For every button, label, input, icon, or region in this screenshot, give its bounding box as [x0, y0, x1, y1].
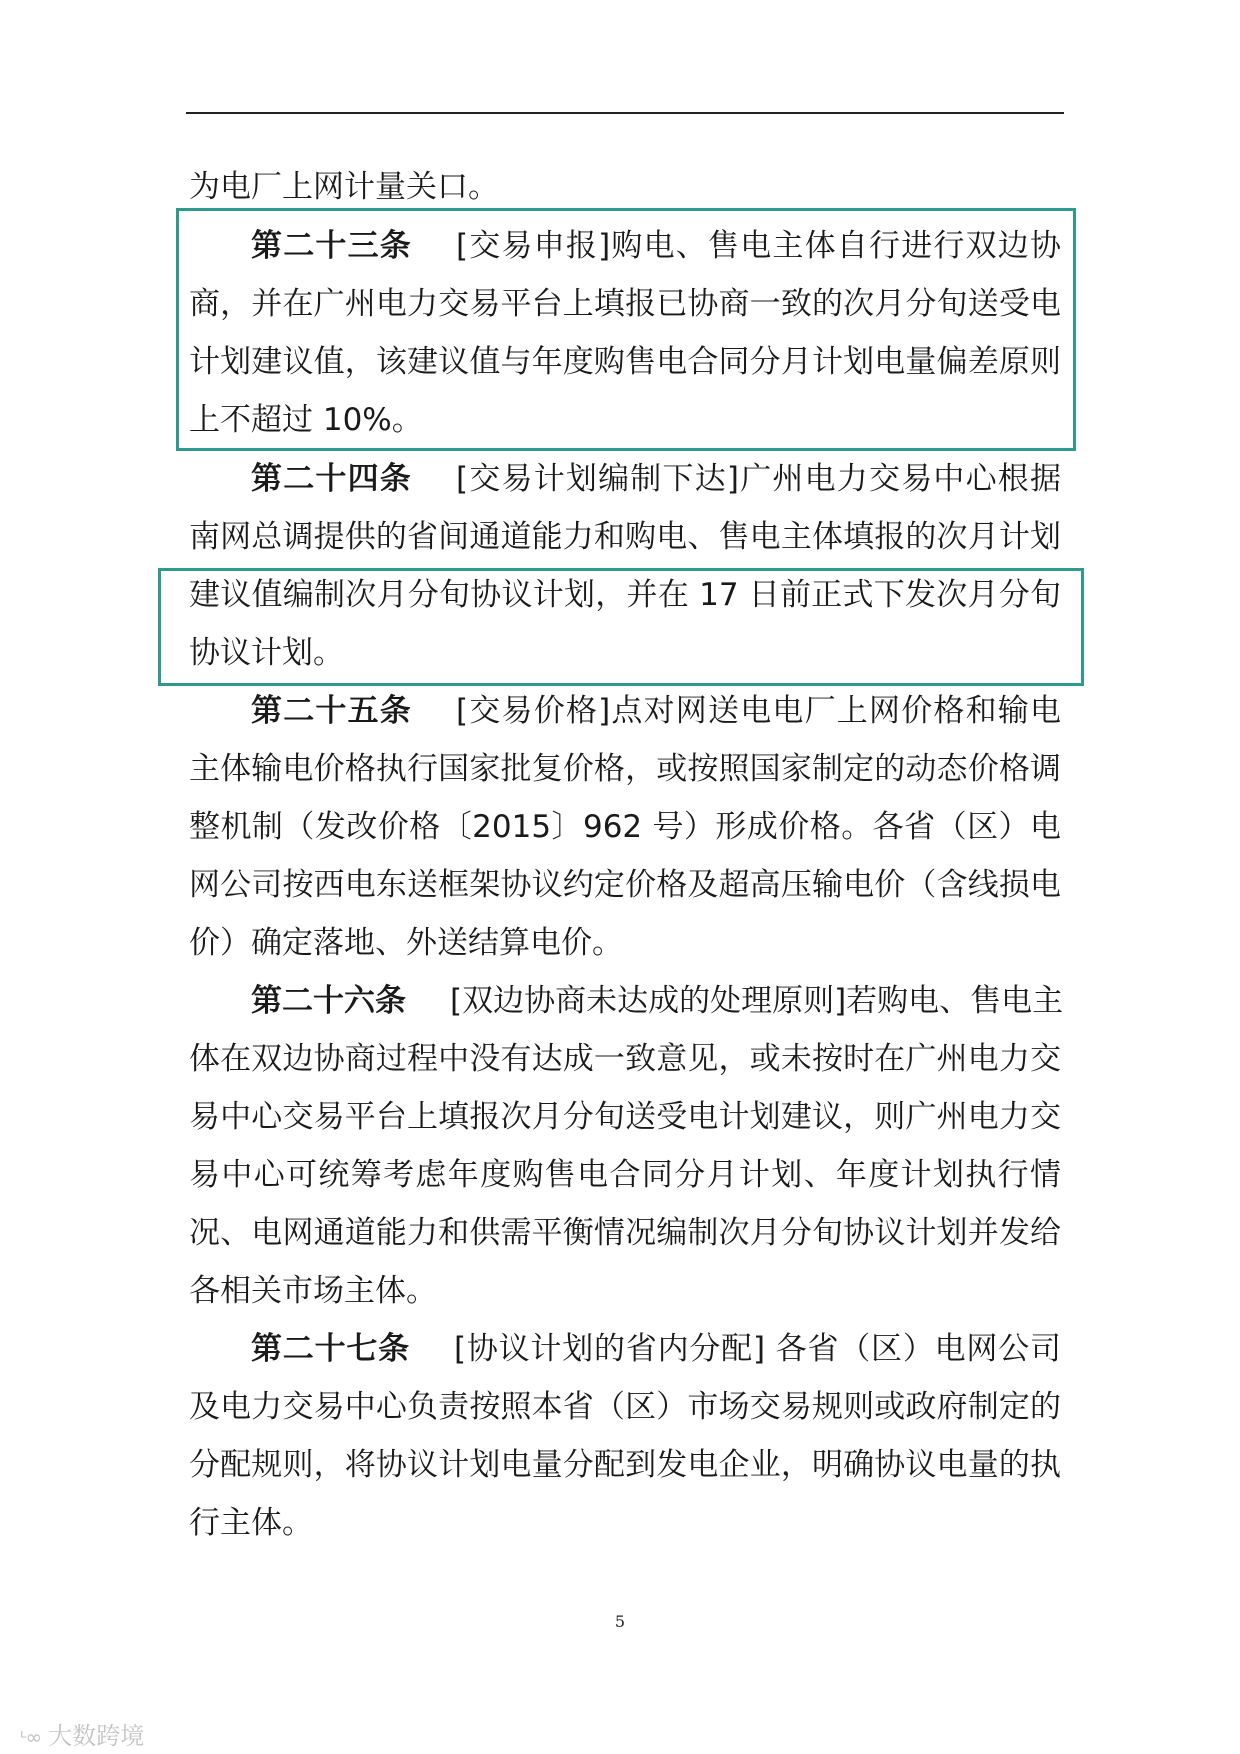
text-line: 易中心可统筹考虑年度购售电合同分月计划、年度计划执行情 — [189, 1157, 1061, 1193]
highlight-box-article-23 — [176, 208, 1076, 451]
text-line: 行主体。 — [189, 1505, 313, 1541]
text-line: 及电力交易中心负责按照本省（区）市场交易规则或政府制定的 — [189, 1389, 1061, 1425]
text-line: 整机制（发改价格〔2015〕962 号）形成价格。各省（区）电 — [189, 809, 1061, 845]
article-25-first-line: 第二十五条 [交易价格]点对网送电电厂上网价格和输电 — [251, 693, 1062, 729]
text-line: 商，并在广州电力交易平台上填报已协商一致的次月分旬送受电 — [189, 286, 1061, 322]
text-line: 上不超过 10%。 — [189, 402, 423, 438]
page-number: 5 — [614, 1612, 626, 1631]
text-line: 各相关市场主体。 — [189, 1273, 437, 1309]
text-line: 南网总调提供的省间通道能力和购电、售电主体填报的次月计划 — [189, 519, 1061, 555]
article-heading: 第二十六条 — [251, 983, 406, 1019]
text-line: 价）确定落地、外送结算电价。 — [189, 925, 623, 961]
text-line: 为电厂上网计量关口。 — [189, 169, 499, 205]
text-line: 体在双边协商过程中没有达成一致意见，或未按时在广州电力交 — [189, 1041, 1061, 1077]
text-line: 协议计划。 — [189, 635, 344, 671]
article-27-first-line: 第二十七条 [协议计划的省内分配] 各省（区）电网公司 — [251, 1331, 1061, 1367]
article-23-first-line: 第二十三条 [交易申报]购电、售电主体自行进行双边协 — [251, 228, 1062, 264]
highlight-box-article-24 — [158, 568, 1084, 686]
article-heading: 第二十七条 — [251, 1331, 410, 1367]
text-line: 主体输电价格执行国家批复价格，或按照国家制定的动态价格调 — [189, 751, 1061, 787]
watermark — [20, 1716, 144, 1751]
article-heading: 第二十五条 — [251, 693, 413, 729]
watermark-text: 大数跨境 — [48, 1722, 145, 1750]
article-24-first-line: 第二十四条 [交易计划编制下达]广州电力交易中心根据 — [251, 461, 1062, 497]
article-26-first-line: 第二十六条 [双边协商未达成的处理原则]若购电、售电主 — [251, 983, 1064, 1019]
text-line: 计划建议值，该建议值与年度购售电合同分月计划电量偏差原则 — [189, 344, 1061, 380]
article-heading: 第二十四条 — [251, 461, 413, 497]
text-line: 建议值编制次月分旬协议计划，并在 17 日前正式下发次月分旬 — [189, 577, 1061, 613]
text-line: 分配规则，将协议计划电量分配到发电企业，明确协议电量的执 — [189, 1447, 1061, 1483]
text-line: 网公司按西电东送框架协议约定价格及超高压输电价（含线损电 — [189, 867, 1061, 903]
text-line: 况、电网通道能力和供需平衡情况编制次月分旬协议计划并发给 — [189, 1215, 1061, 1251]
text-line: 易中心交易平台上填报次月分旬送受电计划建议，则广州电力交 — [189, 1099, 1061, 1135]
header-rule — [186, 112, 1064, 114]
article-heading: 第二十三条 — [251, 228, 413, 264]
watermark-logo-icon: ᶫ∞ — [20, 1725, 41, 1749]
